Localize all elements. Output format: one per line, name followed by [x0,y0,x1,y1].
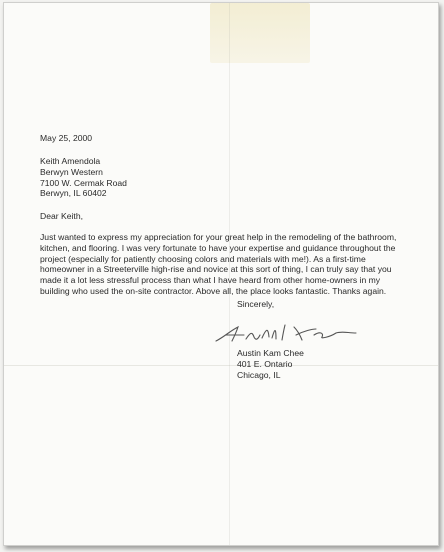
sender-name: Austin Kam Chee [237,348,304,358]
body-line: Just wanted to express my appreciation for your great help in the remodeling of the bathroom, [40,232,397,242]
letter-page [3,2,439,546]
salutation: Dear Keith, [40,211,83,221]
recipient-city: Berwyn, IL 60402 [40,188,107,199]
body-line: made it a lot less stressful process than what I have heard from other home-owners in my [40,275,381,286]
recipient-address [40,156,127,199]
fold-line-horizontal [4,365,438,366]
closing: Sincerely, [237,299,275,309]
sender-city: Chicago, IL [237,369,281,380]
body-line: project (especially for patiently choosing colors and materials with me!). As a first-time [40,253,366,264]
recipient-street: 7100 W. Cermak Road [40,177,127,188]
body-line: homeowner in a Streeterville high-rise and novice at this sort of thing, I can truly say that you [40,264,392,275]
sender-street: 401 E. Ontario [237,358,293,369]
letter-body [40,232,396,297]
recipient-company: Berwyn Western [40,166,103,177]
sender-block [237,348,304,380]
body-line: kitchen, and flooring. I was very fortunate to have your expertise and guidance throughout the [40,242,396,253]
letter-date: May 25, 2000 [40,133,93,143]
recipient-name: Keith Amendola [40,156,101,166]
handwritten-signature [212,317,362,349]
tape-stain [210,3,310,63]
body-line: building who used the on-site contractor. Above all, the place looks fantastic. Thanks again. [40,285,387,296]
